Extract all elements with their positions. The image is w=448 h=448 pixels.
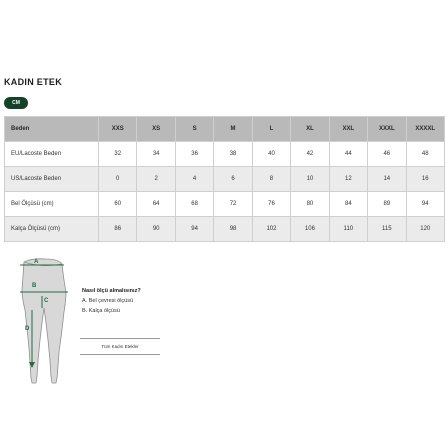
table-cell: 68	[175, 192, 213, 217]
table-cell: 94	[175, 217, 213, 242]
table-header-cell: Beden	[5, 117, 99, 142]
table-cell: 44	[329, 142, 367, 167]
table-cell: 110	[329, 217, 367, 242]
table-cell: US/Lacoste Beden	[5, 167, 99, 192]
label-a: A	[34, 259, 39, 265]
table-header-cell: XXXL	[368, 117, 406, 142]
table-cell: 115	[368, 217, 406, 242]
label-b: B	[32, 283, 37, 289]
table-cell: 76	[252, 192, 290, 217]
page-title: KADIN ETEK	[4, 77, 63, 87]
divider	[80, 354, 160, 355]
table-cell: 8	[252, 167, 290, 192]
table-header-cell: XXXXL	[406, 117, 445, 142]
table-header-cell: M	[214, 117, 252, 142]
table-cell: 102	[252, 217, 290, 242]
table-cell: 2	[137, 167, 175, 192]
table-cell: 4	[175, 167, 213, 192]
unit-toggle-button[interactable]: CM	[4, 97, 28, 109]
howto-item: A. Bel çevresi ölçüsü	[82, 298, 134, 304]
table-row	[5, 167, 445, 192]
table-cell: 72	[214, 192, 252, 217]
table-header-cell: XXL	[329, 117, 367, 142]
size-table	[4, 116, 445, 242]
table-header-cell: XS	[137, 117, 175, 142]
body-measurement-figure	[12, 252, 76, 392]
howto-item: B. Kalça ölçüsü	[82, 308, 120, 314]
label-c: C	[44, 298, 49, 304]
table-header-cell: L	[252, 117, 290, 142]
table-cell: 10	[291, 167, 329, 192]
table-cell: 40	[252, 142, 290, 167]
table-cell: 84	[329, 192, 367, 217]
table-cell: 34	[137, 142, 175, 167]
all-skirts-link[interactable]: Tüm Kadın Etekler	[101, 344, 139, 349]
table-cell: 89	[368, 192, 406, 217]
table-cell: 120	[406, 217, 445, 242]
table-header-cell: XL	[291, 117, 329, 142]
table-cell: 48	[406, 142, 445, 167]
table-row	[5, 142, 445, 167]
table-header-row	[5, 117, 445, 142]
table-cell: 106	[291, 217, 329, 242]
table-cell: 0	[99, 167, 137, 192]
table-cell: 32	[99, 142, 137, 167]
table-cell: 90	[137, 217, 175, 242]
table-cell: EU/Lacoste Beden	[5, 142, 99, 167]
table-cell: 94	[406, 192, 445, 217]
table-cell: 86	[99, 217, 137, 242]
table-cell: 6	[214, 167, 252, 192]
divider	[80, 338, 160, 339]
table-cell: Kalça Ölçüsü (cm)	[5, 217, 99, 242]
table-header-cell: XXS	[99, 117, 137, 142]
body-outline	[22, 259, 66, 383]
table-cell: Bel Ölçüsü (cm)	[5, 192, 99, 217]
table-row	[5, 217, 445, 242]
table-cell: 64	[137, 192, 175, 217]
table-cell: 80	[291, 192, 329, 217]
table-cell: 38	[214, 142, 252, 167]
table-cell: 60	[99, 192, 137, 217]
table-cell: 42	[291, 142, 329, 167]
table-cell: 46	[368, 142, 406, 167]
table-row	[5, 192, 445, 217]
label-d: D	[25, 326, 30, 332]
table-cell: 36	[175, 142, 213, 167]
table-cell: 12	[329, 167, 367, 192]
table-header-cell: S	[175, 117, 213, 142]
howto-title: Nasıl ölçü almalısınız?	[82, 288, 141, 294]
table-cell: 98	[214, 217, 252, 242]
table-cell: 16	[406, 167, 445, 192]
table-cell: 14	[368, 167, 406, 192]
